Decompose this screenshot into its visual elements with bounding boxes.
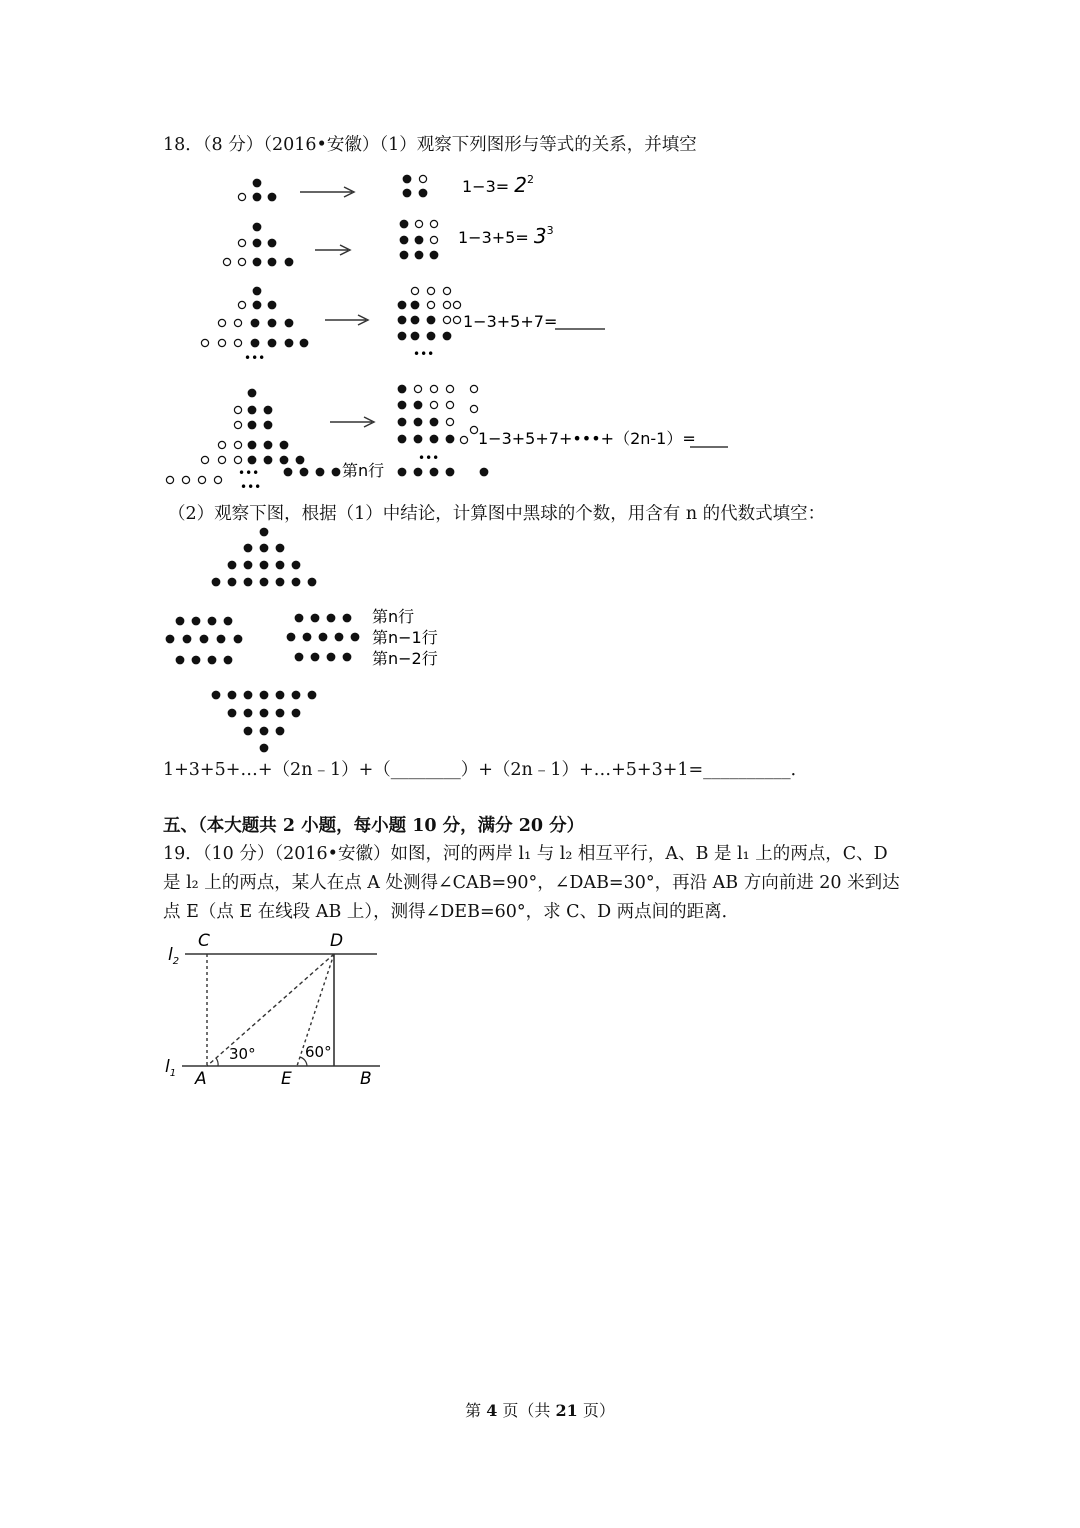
equation-1-power: 2	[527, 173, 534, 186]
question-18-part-2: （2）观察下图，根据（1）中结论，计算图中黑球的个数，用含有 n 的代数式填空：	[168, 504, 826, 524]
question-19-line-3: 点 E（点 E 在线段 AB 上），测得∠DEB=60°，求 C、D 两点间的距离．	[163, 902, 740, 922]
question-19-line-1: 19．（10 分）（2016•安徽）如图，河的两岸 l₁ 与 l₂ 相互平行，A、B 是 l₁ 上的两点，C、D	[163, 844, 888, 864]
row-n-label: 第n行	[342, 461, 385, 480]
label-l1: $l_1$	[165, 1057, 177, 1079]
label-B: B	[360, 1069, 372, 1089]
angle-30-arc	[216, 1058, 218, 1066]
equation-2-base: 3	[533, 224, 547, 248]
page-footer: 第 4 页（共 21 页）	[465, 1401, 615, 1420]
equation-2: $1-3+5= 3^3$	[458, 224, 554, 248]
ellipsis-mark: •••	[413, 347, 435, 361]
angle-60-label: 60°	[305, 1043, 332, 1061]
ellipsis-mark: •••	[238, 466, 260, 480]
ellipsis-mark: •••	[418, 451, 440, 465]
section-5-title: 五、（本大题共 2 小题，每小题 10 分，满分 20 分）	[163, 816, 585, 836]
question-18-header: 18．（8 分）（2016•安徽）（1）观察下列图形与等式的关系，并填空	[163, 135, 697, 155]
equation-3: 1−3+5+7=	[463, 312, 558, 331]
row-n-minus-2-label: 第n−2行	[372, 649, 438, 668]
label-D: D	[330, 931, 344, 951]
question-19-line-2: 是 l₂ 上的两点，某人在点 A 处测得∠CAB=90°，∠DAB=30°，再沿 AB 方向前进 20 米到达	[163, 873, 900, 893]
equation-2-power: 3	[546, 224, 554, 237]
ellipsis-mark: •••	[240, 480, 262, 494]
row-n-label-right: 第n行	[372, 607, 415, 626]
label-C: C	[198, 931, 210, 951]
row-n-minus-1-label: 第n−1行	[372, 628, 438, 647]
question-18-equation: 1+3+5+…+（2n﹣1）+（________）+（2n﹣1）+…+5+3+1=__________．	[163, 760, 809, 780]
label-E: E	[281, 1069, 292, 1089]
equation-1-base: 2	[514, 173, 527, 197]
label-A: A	[195, 1069, 207, 1089]
label-l2: $l_2$	[168, 945, 180, 967]
total-pages: 21	[555, 1401, 578, 1420]
angle-30-label: 30°	[229, 1045, 256, 1063]
ellipsis-mark: •••	[244, 351, 266, 365]
current-page: 4	[486, 1401, 498, 1420]
equation-1: $1-3= 2^2$	[462, 173, 534, 197]
equation-4: 1−3+5+7+•••+（2n-1）=	[478, 429, 696, 448]
